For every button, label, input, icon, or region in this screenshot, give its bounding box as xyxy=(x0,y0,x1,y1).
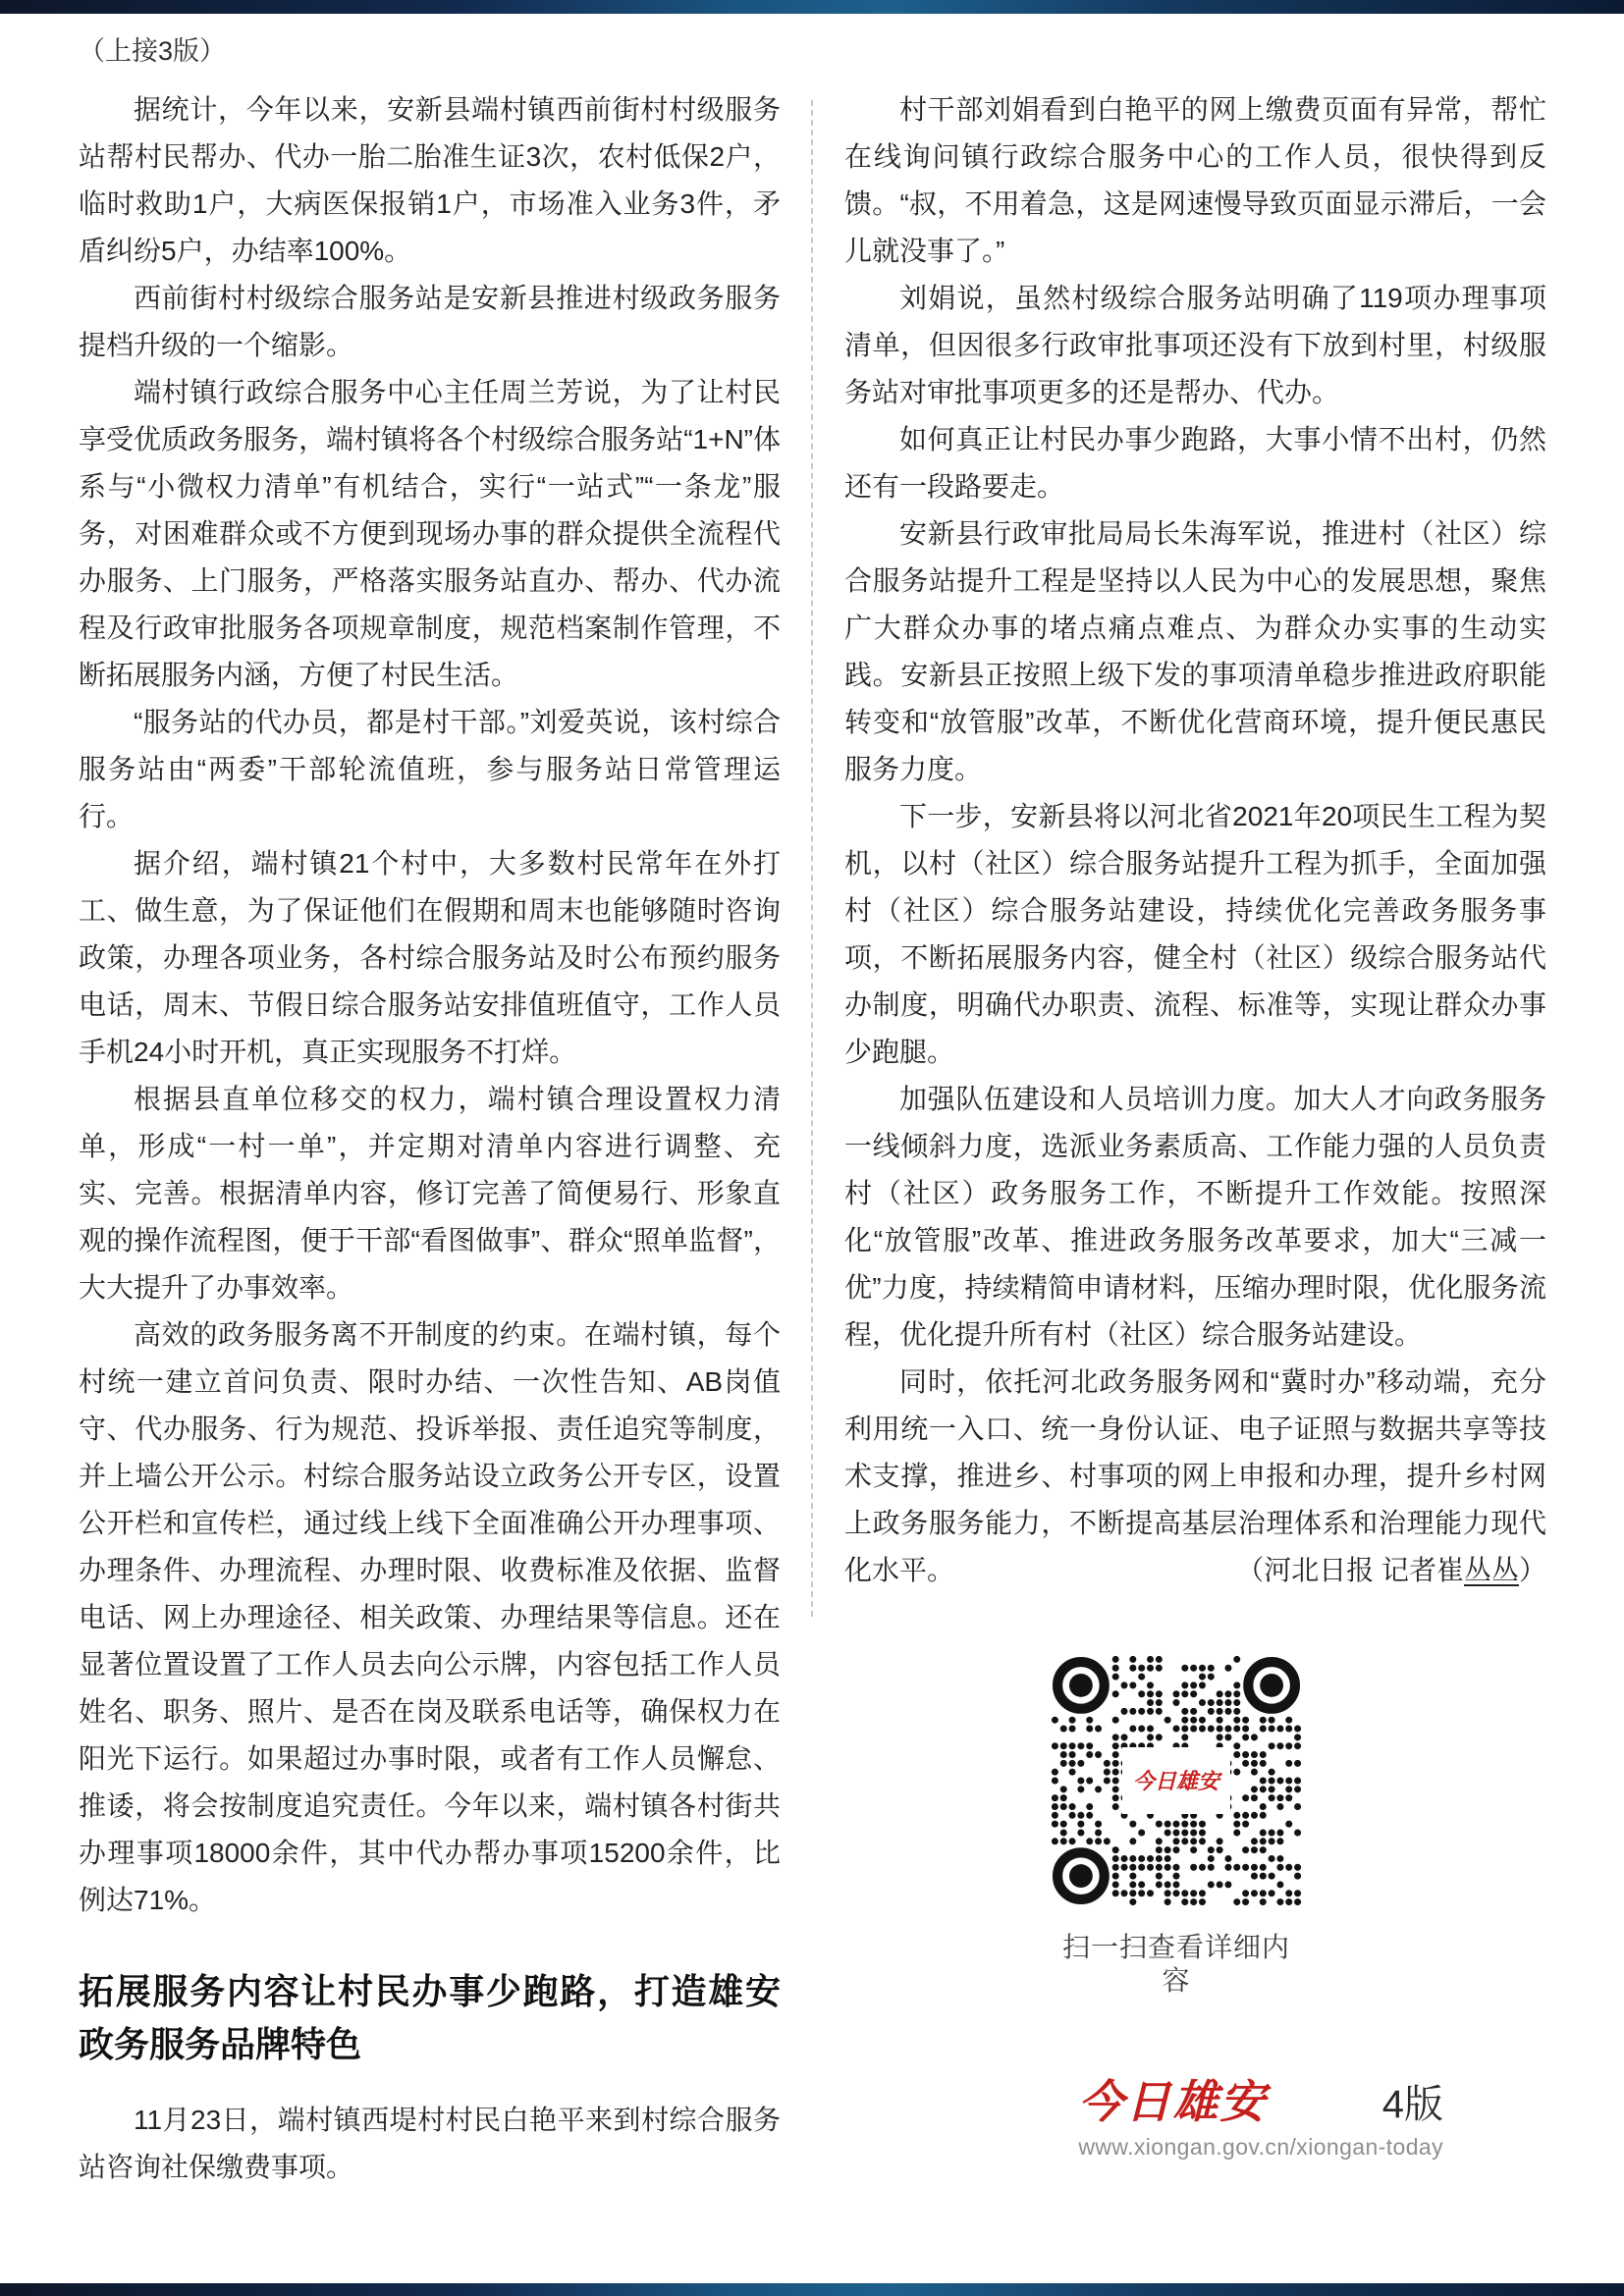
section-subheading: 拓展服务内容让村民办事少跑路，打造雄安政务服务品牌特色 xyxy=(79,1971,781,2064)
paragraph: 西前街村村级综合服务站是安新县推进村级政务服务提档升级的一个缩影。 xyxy=(79,283,781,360)
byline-suffix: ） xyxy=(1518,1555,1546,1585)
paragraph: 11月23日，端村镇西堤村村民白艳平来到村综合服务站咨询社保缴费事项。 xyxy=(79,2105,781,2182)
qr-block xyxy=(1051,1655,1302,1998)
footer xyxy=(1078,2079,1443,2161)
left-column-after-heading xyxy=(79,2097,781,2191)
right-column-body xyxy=(844,86,1546,1359)
qr-caption: 扫一扫查看详细内容 xyxy=(1061,1932,1290,1996)
bottom-gradient-bar xyxy=(0,2283,1624,2296)
top-gradient-bar xyxy=(0,0,1624,14)
last-paragraph-text: 同时，依托河北政务服务网和“冀时办”移动端，充分利用统一入口、统一身份认证、电子证照与数据共享等技术支撑，推进乡、村事项的网上申报和办理，提升乡村网上政务服务能力，不断提高基层治理体系和治理能力现代化水平。 xyxy=(844,1366,1546,1585)
paragraph: 刘娟说，虽然村级综合服务站明确了119项办理事项清单，但因很多行政审批事项还没有下放到村里，村级服务站对审批事项更多的还是帮办、代办。 xyxy=(844,283,1546,407)
site-url: www.xiongan.gov.cn/xiongan-today xyxy=(1078,2134,1443,2160)
continuation-note: （上接3版） xyxy=(79,36,227,66)
left-column-body xyxy=(79,86,781,1924)
paragraph: 据统计，今年以来，安新县端村镇西前街村村级服务站帮村民帮办、代办一胎二胎准生证3次，农村低保2户，临时救助1户，大病医保报销1户，市场准入业务3件，矛盾纠纷5户，办结率100%。 xyxy=(79,94,781,266)
qr-code xyxy=(1051,1655,1302,1906)
byline-prefix: （河北日报 记者崔 xyxy=(1236,1555,1464,1585)
column-divider xyxy=(811,100,813,1617)
qr-center-label: 今日雄安 xyxy=(1132,1769,1220,1793)
paragraph: 安新县行政审批局局长朱海军说，推进村（社区）综合服务站提升工程是坚持以人民为中心的发展思想，聚焦广大群众办事的堵点痛点难点、为群众办实事的生动实践。安新县正按照上级下发的事项清单稳步推进政府职能转变和“放管服”改革，不断优化营商环境，提升便民惠民服务力度。 xyxy=(844,518,1546,784)
paragraph: 端村镇行政综合服务中心主任周兰芳说，为了让村民享受优质政务服务，端村镇将各个村级综合服务站“1+N”体系与“小微权力清单”有机结合，实行“一站式”“一条龙”服务，对困难群众或不方便到现场办事的群众提供全流程代办服务、上门服务，严格落实服务站直办、帮办、代办流程及行政审批服务各项规章制度，规范档案制作管理，不断拓展服务内涵，方便了村民生活。 xyxy=(79,377,781,690)
paragraph: 加强队伍建设和人员培训力度。加大人才向政务服务一线倾斜力度，选派业务素质高、工作能力强的人员负责村（社区）政务服务工作，不断提升工作效能。按照深化“放管服”改革、推进政务服务改革要求，加大“三减一优”力度，持续精简申请材料，压缩办理时限，优化服务流程，优化提升所有村（社区）综合服务站建设。 xyxy=(844,1084,1546,1350)
paragraph: “服务站的代办员，都是村干部。”刘爱英说，该村综合服务站由“两委”干部轮流值班，参与服务站日常管理运行。 xyxy=(79,707,781,831)
right-column xyxy=(844,86,1546,1998)
paragraph xyxy=(844,1359,1546,1594)
paragraph: 下一步，安新县将以河北省2021年20项民生工程为契机，以村（社区）综合服务站提升工程为抓手，全面加强村（社区）综合服务站建设，持续优化完善政务服务事项，不断拓展服务内容，健全村（社区）级综合服务站代办制度，明确代办职责、流程、标准等，实现让群众办事少跑腿。 xyxy=(844,801,1546,1067)
byline xyxy=(1181,1547,1546,1594)
left-column xyxy=(79,86,781,2191)
masthead-logo: 今日雄安 xyxy=(1078,2077,1268,2127)
paragraph: 高效的政务服务离不开制度的约束。在端村镇，每个村统一建立首问负责、限时办结、一次性告知、AB岗值守、代办服务、行为规范、投诉举报、责任追究等制度，并上墙公开公示。村综合服务站设立政务公开专区，设置公开栏和宣传栏，通过线上线下全面准确公开办理事项、办理条件、办理流程、办理时限、收费标准及依据、监督电话、网上办理途径、相关政策、办理结果等信息。还在显著位置设置了工作人员去向公示牌，内容包括工作人员姓名、职务、照片、是否在岗及联系电话等，确保权力在阳光下运行。如果超过办事时限，或者有工作人员懈怠、推诿，将会按制度追究责任。今年以来，端村镇各村街共办理事项18000余件，其中代办帮办事项15200余件，比例达71%。 xyxy=(79,1319,781,1915)
paragraph: 根据县直单位移交的权力，端村镇合理设置权力清单，形成“一村一单”，并定期对清单内容进行调整、充实、完善。根据清单内容，修订完善了简便易行、形象直观的操作流程图，便于干部“看图做事”、群众“照单监督”，大大提升了办事效率。 xyxy=(79,1084,781,1303)
paragraph: 据介绍，端村镇21个村中，大多数村民常年在外打工、做生意，为了保证他们在假期和周末也能够随时咨询政策，办理各项业务，各村综合服务站及时公布预约服务电话，周末、节假日综合服务站安排值班值守，工作人员手机24小时开机，真正实现服务不打烊。 xyxy=(79,848,781,1067)
page-number: 4版 xyxy=(1381,2083,1443,2126)
paragraph: 村干部刘娟看到白艳平的网上缴费页面有异常，帮忙在线询问镇行政综合服务中心的工作人员，很快得到反馈。“叔，不用着急，这是网速慢导致页面显示滞后，一会儿就没事了。” xyxy=(844,94,1546,266)
paragraph: 如何真正让村民办事少跑路，大事小情不出村，仍然还有一段路要走。 xyxy=(844,424,1546,502)
byline-reporter-name: 丛丛 xyxy=(1463,1555,1519,1585)
